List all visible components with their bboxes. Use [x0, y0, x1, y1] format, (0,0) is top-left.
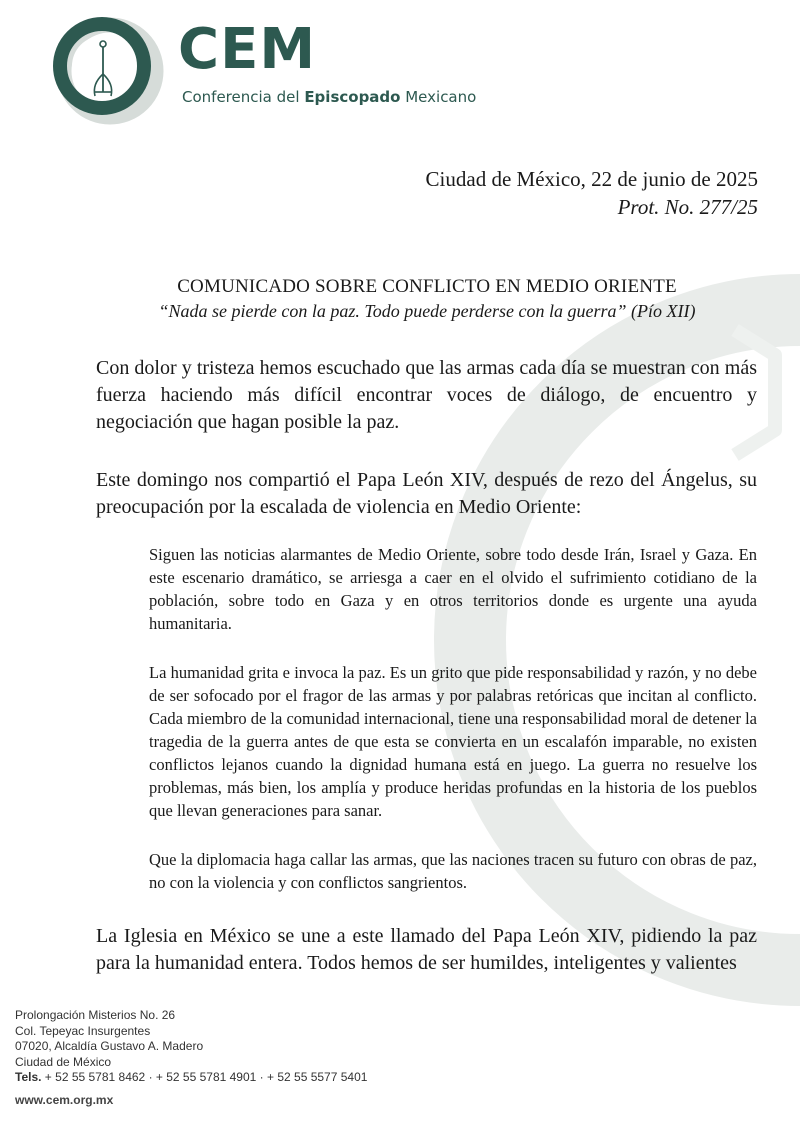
body-paragraph-1: Con dolor y tristeza hemos escuchado que las armas cada día se muestran con más fuerza haciendo más difícil encontrar voces de diálogo, de encuentro y negociación que hagan posible la paz.: [96, 357, 757, 433]
tagline-prefix: Conferencia del: [182, 88, 305, 106]
address-line-4: Ciudad de México: [15, 1054, 112, 1069]
cross-circle-logo-icon: [50, 14, 165, 126]
phone-line: [15, 1070, 367, 1086]
address-line-1: Prolongación Misterios No. 26: [15, 1008, 176, 1022]
phone-label: Tels.: [15, 1070, 42, 1084]
quote-paragraph-2: La humanidad grita e invoca la paz. Es un grito que pide responsabilidad y razón, y no debe de ser sofocado por el fragor de las armas y por palabras retóricas que incitan al conflicto. Cada miembro de la comunidad internacional, tiene una responsabilidad moral de detener la tragedia de la guerra antes de que esta se convierta en un escalafón imparable, no existen conflictos lejanos cuando la dignidad humana está en juego. La guerra no resuelve los problemas, más bien, los amplía y produce heridas profundas en la historia de los pueblos que llevan generaciones para sanar.: [149, 663, 757, 820]
tagline-bold: Episcopado: [304, 88, 401, 106]
dateline: Ciudad de México, 22 de junio de 2025: [425, 167, 758, 191]
epigraph: “Nada se pierde con la paz. Todo puede perderse con la guerra” (Pío XII): [158, 301, 696, 321]
body-paragraph-3: La Iglesia en México se une a este llamado del Papa León XIV, pidiendo la paz para la humanidad entera. Todos hemos de ser humildes, inteligentes y valientes: [96, 925, 757, 974]
address-line-3: 07020, Alcaldía Gustavo A. Madero: [15, 1039, 204, 1053]
protocol-number: Prot. No. 277/25: [617, 195, 758, 219]
body-paragraph-2: Este domingo nos compartió el Papa León XIV, después de rezo del Ángelus, su preocupación por la escalada de violencia en Medio Oriente:: [96, 469, 757, 518]
address-line-2: Col. Tepeyac Insurgentes: [15, 1023, 151, 1038]
footer-address: [15, 1008, 367, 1108]
brand-name: CEM: [178, 17, 317, 82]
quote-paragraph-1: Siguen las noticias alarmantes de Medio Oriente, sobre todo desde Irán, Israel y Gaza. En este escenario dramático, se arriesga a caer en el olvido el sufrimiento cotidiano de la población, sobre todo en Gaza y en otros territorios donde es urgente una ayuda humanitaria.: [149, 545, 757, 633]
website-link[interactable]: www.cem.org.mx: [15, 1092, 114, 1107]
quote-paragraph-3: Que la diplomacia haga callar las armas, que las naciones tracen su futuro con obras de paz, no con la violencia y con conflictos sangrientos.: [149, 850, 757, 892]
phone-numbers: + 52 55 5781 8462 · + 52 55 5781 4901 · + 52 55 5577 5401: [41, 1070, 368, 1084]
brand-tagline: [182, 88, 476, 106]
document-title: COMUNICADO SOBRE CONFLICTO EN MEDIO ORIENTE: [177, 276, 677, 297]
tagline-suffix: Mexicano: [400, 88, 477, 106]
